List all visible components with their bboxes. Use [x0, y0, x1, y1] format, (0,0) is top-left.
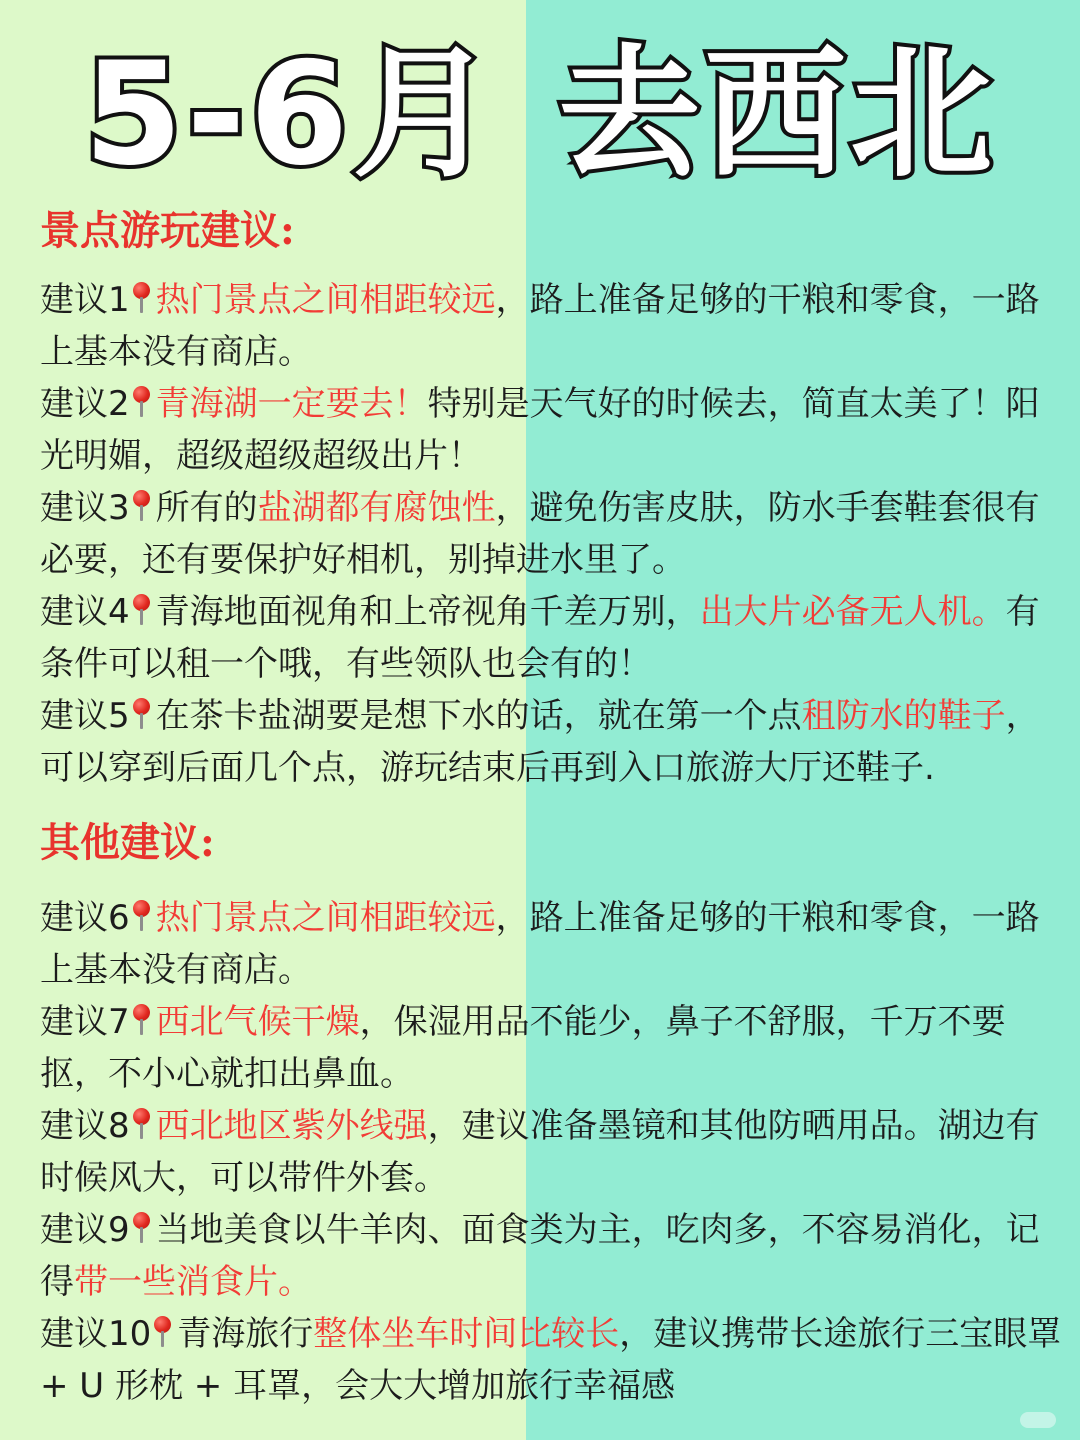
tip-item-9 — [40, 1204, 1065, 1308]
tip-highlight: 整体坐车时间比较长 — [313, 1314, 620, 1354]
section-attractions — [40, 274, 1065, 794]
tip-label: 建议2 — [40, 384, 130, 424]
tip-highlight: 带一些消食片。 — [74, 1262, 312, 1302]
round-pushpin-icon — [131, 489, 153, 523]
tip-text: ，路上准备足够的干粮和零食，一路上基本没有商店。 — [40, 898, 1040, 990]
round-pushpin-icon — [131, 697, 153, 731]
tip-text: ，保湿用品不能少，鼻子不舒服，千万不要抠，不小心就扣出鼻血。 — [40, 1002, 1006, 1094]
tip-label: 建议6 — [40, 898, 130, 938]
tip-text: ，可以穿到后面几个点，游玩结束后再到入口旅游大厅还鞋子. — [40, 696, 1040, 788]
tip-text-pre: 在茶卡盐湖要是想下水的话，就在第一个点 — [155, 696, 802, 736]
tip-highlight: 西北气候干燥 — [155, 1002, 360, 1042]
tip-item-5 — [40, 690, 1065, 794]
title-destination: 去西北 — [558, 32, 997, 197]
round-pushpin-icon — [131, 1003, 153, 1037]
section-heading-other: 其他建议: — [40, 819, 215, 866]
tip-item-8 — [40, 1100, 1065, 1204]
tip-item-7 — [40, 996, 1065, 1100]
tip-item-4 — [40, 586, 1065, 690]
round-pushpin-icon — [131, 899, 153, 933]
tip-text: 有条件可以租一个哦，有些领队也会有的！ — [40, 592, 1040, 684]
round-pushpin-icon — [131, 281, 153, 315]
title-months: 5-6月 — [83, 32, 499, 197]
tip-item-2 — [40, 378, 1065, 482]
tip-highlight: 盐湖都有腐蚀性 — [257, 488, 496, 528]
round-pushpin-icon — [131, 385, 153, 419]
page-title — [0, 30, 1080, 200]
tip-text: 特别是天气好的时候去，简直太美了！阳光明媚，超级超级超级出片！ — [40, 384, 1040, 476]
tip-label: 建议4 — [40, 592, 130, 632]
tip-label: 建议8 — [40, 1106, 130, 1146]
round-pushpin-icon — [131, 593, 153, 627]
tip-text-pre: 青海旅行 — [177, 1314, 314, 1354]
round-pushpin-icon — [131, 1107, 153, 1141]
tip-text-pre: 当地美食以牛羊肉、面食类为主，吃肉多，不容易消化，记得 — [40, 1210, 1040, 1302]
tip-text: ，路上准备足够的干粮和零食，一路上基本没有商店。 — [40, 280, 1040, 372]
round-pushpin-icon — [131, 1211, 153, 1245]
tip-item-3 — [40, 482, 1065, 586]
tip-highlight: 西北地区紫外线强 — [155, 1106, 428, 1146]
tip-highlight: 热门景点之间相距较远 — [155, 280, 496, 320]
round-pushpin-icon — [152, 1315, 174, 1349]
tip-item-1 — [40, 274, 1065, 378]
tip-label: 建议1 — [40, 280, 130, 320]
tip-label: 建议9 — [40, 1210, 130, 1250]
tip-highlight: 出大片必备无人机。 — [699, 592, 1006, 632]
tip-text: ，建议携带长途旅行三宝眼罩 + U 形枕 + 耳罩，会大大增加旅行幸福感 — [40, 1314, 1062, 1406]
tip-label: 建议5 — [40, 696, 130, 736]
tip-highlight: 租防水的鞋子 — [801, 696, 1006, 736]
watermark — [1020, 1412, 1056, 1428]
tip-label: 建议3 — [40, 488, 130, 528]
tip-highlight: 热门景点之间相距较远 — [155, 898, 496, 938]
section-heading-attractions: 景点游玩建议: — [40, 207, 295, 254]
tip-text-pre: 青海地面视角和上帝视角千差万别， — [155, 592, 700, 632]
tip-text-pre: 所有的 — [155, 488, 258, 528]
tip-label: 建议10 — [40, 1314, 152, 1354]
section-other — [40, 892, 1065, 1412]
tip-highlight: 青海湖一定要去！ — [155, 384, 428, 424]
tip-item-6 — [40, 892, 1065, 996]
tip-text: ，建议准备墨镜和其他防晒用品。湖边有时候风大，可以带件外套。 — [40, 1106, 1040, 1198]
tip-label: 建议7 — [40, 1002, 130, 1042]
tip-text: ，避免伤害皮肤，防水手套鞋套很有必要，还有要保护好相机，别掉进水里了。 — [40, 488, 1040, 580]
tip-item-10 — [40, 1308, 1065, 1412]
